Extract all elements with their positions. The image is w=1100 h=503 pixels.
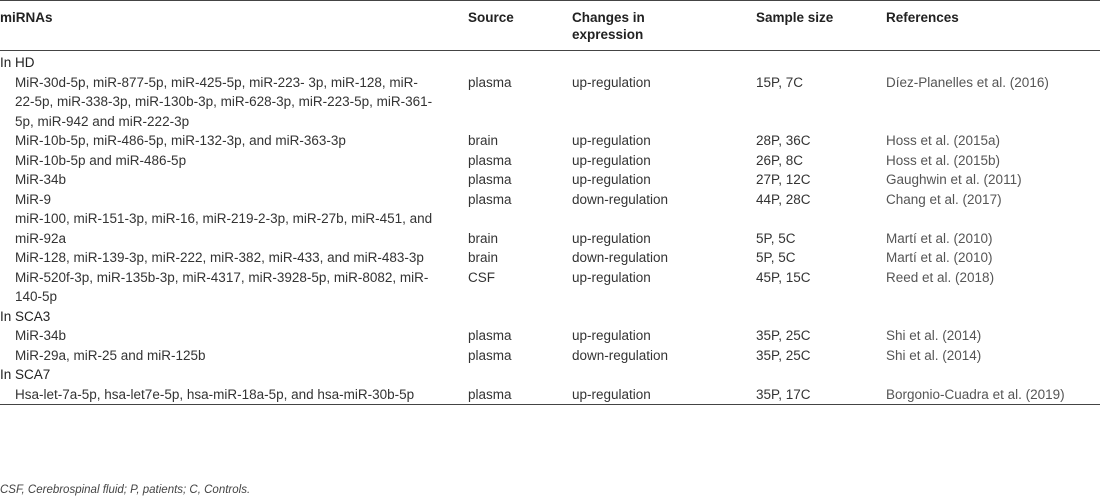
source-cell: brain [468,230,499,246]
change-cell: up-regulation [572,172,651,187]
table-row [0,131,1100,151]
change-cell: up-regulation [572,269,651,285]
header-source: Source [468,1,572,51]
change-cell: up-regulation [572,230,651,246]
table-row [0,326,1100,346]
mirna-list-text: MiR-10b-5p, miR-486-5p, miR-132-3p, and miR-363-3p [15,133,346,148]
mirna-list-text: MiR-29a, miR-25 and miR-125b [15,347,206,363]
change-cell: up-regulation [572,133,651,148]
sample-size-cell: 5P, 5C [756,230,796,246]
table-footnote: CSF, Cerebrospinal fluid; P, patients; C, Controls. [0,484,251,496]
mirna-list-text: MiR-34b [15,328,67,343]
source-cell: brain [468,250,499,265]
mirna-cell [0,385,468,405]
table-row [0,248,1100,268]
table-row [0,73,1100,132]
reference-cell: Gaughwin et al. (2011) [886,172,1022,187]
source-cell: plasma [468,347,512,363]
header-sample-size: Sample size [756,1,886,51]
sample-size-cell: 27P, 12C [756,172,811,187]
mirna-cell [0,170,468,190]
table-row [0,209,1100,248]
group-row [0,365,1100,385]
source-cell: plasma [468,152,512,168]
change-cell: up-regulation [572,386,651,402]
change-cell: up-regulation [572,152,651,168]
mirna-list-text: MiR-128, miR-139-3p, miR-222, miR-382, miR-433, and miR-483-3p [15,250,424,265]
mirna-cell [0,209,468,248]
mirna-cell [0,248,468,268]
group-label: In SCA7 [0,367,51,382]
change-cell: down-regulation [572,250,669,265]
header-references: References [886,1,1100,51]
source-cell: brain [468,133,499,148]
reference-cell: Shi et al. (2014) [886,328,982,343]
mirna-list-text: MiR-9 [15,191,51,207]
sample-size-cell: 5P, 5C [756,250,796,265]
change-cell: up-regulation [572,328,651,343]
table-row [0,346,1100,366]
reference-cell: Shi et al. (2014) [886,347,982,363]
reference-cell: Martí et al. (2010) [886,230,993,246]
reference-cell: Chang et al. (2017) [886,191,1002,207]
source-cell: plasma [468,328,512,343]
mirna-cell [0,190,468,210]
mirna-cell [0,73,468,132]
mirna-cell [0,131,468,151]
sample-size-cell: 35P, 25C [756,347,811,363]
sample-size-cell: 35P, 17C [756,386,811,402]
header-changes-in-expression: Changes in expression [572,1,756,51]
mirna-list-text: MiR-34b [15,172,67,187]
change-cell: up-regulation [572,74,651,90]
mirna-list-text: MiR-10b-5p and miR-486-5p [15,152,187,168]
mirna-list-text: Hsa-let-7a-5p, hsa-let7e-5p, hsa-miR-18a-5p, and hsa-miR-30b-5p [15,386,415,402]
table-row [0,151,1100,171]
reference-cell: Hoss et al. (2015b) [886,152,1001,168]
change-cell: down-regulation [572,191,669,207]
table-row [0,268,1100,307]
group-row [0,307,1100,327]
reference-cell: Reed et al. (2018) [886,269,995,285]
mirna-cell [0,268,468,307]
sample-size-cell: 28P, 36C [756,133,811,148]
reference-cell: Borgonio-Cuadra et al. (2019) [886,386,1065,402]
group-label: In HD [0,55,35,70]
sample-size-cell: 44P, 28C [756,191,811,207]
reference-cell: Hoss et al. (2015a) [886,133,1001,148]
mirna-cell [0,151,468,171]
group-row [0,51,1100,73]
mirna-cell [0,326,468,346]
sample-size-cell: 26P, 8C [756,152,804,168]
source-cell: CSF [468,269,495,285]
group-label: In SCA3 [0,308,51,324]
reference-cell: Martí et al. (2010) [886,250,993,265]
header-row [0,1,1100,51]
mirna-list-text: MiR-30d-5p, miR-877-5p, miR-425-5p, miR-223- 3p, miR-128, miR-22-5p, miR-338-3p, miR-130b-3p, miR-628-3p, miR-223-5p, miR-361-5p, miR-942 and miR-222-3p [15,74,433,129]
source-cell: plasma [468,386,512,402]
table-row [0,190,1100,210]
table-row [0,385,1100,405]
source-cell: plasma [468,74,512,90]
source-cell: plasma [468,172,512,187]
sample-size-cell: 45P, 15C [756,269,811,285]
mirna-list-text: miR-100, miR-151-3p, miR-16, miR-219-2-3p, miR-27b, miR-451, and miR-92a [15,211,433,246]
table-body [0,51,1100,405]
reference-cell: Díez-Planelles et al. (2016) [886,74,1049,90]
table-row [0,170,1100,190]
mirna-cell [0,346,468,366]
sample-size-cell: 15P, 7C [756,74,804,90]
change-cell: down-regulation [572,347,669,363]
source-cell: plasma [468,191,512,207]
header-mirnas: miRNAs [0,1,468,51]
sample-size-cell: 35P, 25C [756,328,811,343]
mirna-list-text: MiR-520f-3p, miR-135b-3p, miR-4317, miR-3928-5p, miR-8082, miR-140-5p [15,269,429,304]
